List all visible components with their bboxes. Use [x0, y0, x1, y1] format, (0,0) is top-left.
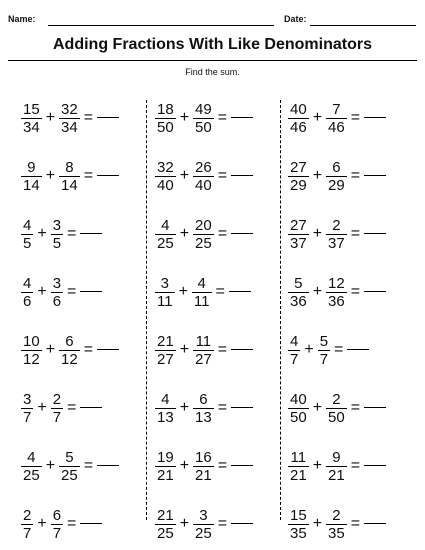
addend-fraction [194, 392, 213, 425]
addend-fraction [327, 102, 346, 135]
equals-sign: = [350, 515, 361, 532]
addend-fraction [327, 450, 346, 483]
equals-sign: = [67, 515, 77, 532]
addend-fraction [289, 276, 308, 309]
denominator: 29 [290, 176, 307, 194]
plus-sign: + [179, 341, 190, 358]
numerator: 2 [23, 506, 32, 524]
addend-fraction [52, 392, 62, 425]
plus-sign: + [312, 399, 323, 416]
plus-sign: + [37, 399, 47, 416]
answer-blank[interactable] [364, 175, 386, 176]
plus-sign: + [179, 225, 190, 242]
equals-sign: = [67, 283, 77, 300]
plus-sign: + [45, 341, 56, 358]
denominator: 21 [290, 466, 307, 484]
denominator: 37 [290, 234, 307, 252]
denominator: 7 [319, 350, 329, 368]
numerator: 9 [332, 448, 341, 466]
answer-blank[interactable] [97, 349, 119, 350]
plus-sign: + [45, 167, 56, 184]
addend-fraction [194, 450, 213, 483]
answer-blank[interactable] [231, 465, 253, 466]
date-label: Date: [284, 14, 307, 24]
numerator: 7 [332, 100, 341, 118]
numerator: 2 [52, 390, 62, 408]
addend-fraction [60, 450, 79, 483]
denominator: 27 [157, 350, 174, 368]
equals-sign: = [350, 225, 361, 242]
fraction-problem [289, 388, 386, 428]
addend-fraction [156, 102, 175, 135]
numerator: 40 [290, 100, 307, 118]
denominator: 27 [195, 350, 212, 368]
numerator: 3 [52, 216, 62, 234]
addend-fraction [289, 334, 299, 367]
numerator: 6 [199, 390, 208, 408]
plus-sign: + [37, 225, 47, 242]
plus-sign: + [312, 225, 323, 242]
addend-fraction [22, 218, 32, 251]
addend-fraction [156, 508, 175, 541]
answer-blank[interactable] [97, 175, 119, 176]
name-label: Name: [8, 14, 36, 24]
denominator: 35 [290, 524, 307, 542]
denominator: 11 [157, 292, 173, 310]
plus-sign: + [179, 167, 190, 184]
addend-fraction [289, 392, 308, 425]
fraction-problem [22, 272, 102, 312]
equals-sign: = [350, 109, 361, 126]
denominator: 35 [328, 524, 345, 542]
denominator: 7 [23, 524, 32, 542]
addend-fraction [52, 218, 62, 251]
fraction-problem [156, 272, 251, 312]
numerator: 20 [195, 216, 212, 234]
addend-fraction [193, 276, 211, 309]
addend-fraction [327, 508, 346, 541]
denominator: 29 [328, 176, 345, 194]
addend-fraction [60, 160, 79, 193]
equals-sign: = [83, 457, 94, 474]
numerator: 4 [161, 390, 170, 408]
plus-sign: + [45, 109, 56, 126]
plus-sign: + [312, 515, 323, 532]
denominator: 46 [328, 118, 345, 136]
denominator: 50 [157, 118, 174, 136]
numerator: 12 [328, 274, 345, 292]
equals-sign: = [350, 283, 361, 300]
column-divider [146, 100, 147, 520]
answer-blank[interactable] [231, 523, 253, 524]
plus-sign: + [179, 399, 190, 416]
denominator: 21 [157, 466, 174, 484]
fraction-problem [156, 156, 253, 196]
answer-blank[interactable] [364, 523, 386, 524]
addend-fraction [327, 160, 346, 193]
numerator: 6 [52, 506, 62, 524]
equals-sign: = [350, 457, 361, 474]
numerator: 19 [157, 448, 174, 466]
plus-sign: + [312, 167, 323, 184]
denominator: 25 [195, 524, 212, 542]
numerator: 21 [157, 332, 174, 350]
addend-fraction [156, 160, 175, 193]
plus-sign: + [179, 109, 190, 126]
denominator: 25 [157, 234, 174, 252]
fraction-problem [22, 446, 119, 486]
denominator: 36 [328, 292, 345, 310]
addend-fraction [156, 218, 175, 251]
answer-blank[interactable] [364, 233, 386, 234]
fraction-problem [289, 98, 386, 138]
fraction-problem [22, 98, 119, 138]
numerator: 5 [65, 448, 74, 466]
addend-fraction [22, 102, 41, 135]
numerator: 4 [27, 448, 36, 466]
answer-blank[interactable] [364, 291, 386, 292]
denominator: 50 [290, 408, 307, 426]
addend-fraction [327, 392, 346, 425]
numerator: 4 [290, 332, 299, 350]
answer-blank[interactable] [231, 233, 253, 234]
denominator: 13 [195, 408, 212, 426]
equals-sign: = [83, 341, 94, 358]
denominator: 25 [157, 524, 174, 542]
numerator: 9 [27, 158, 36, 176]
fraction-problem [289, 330, 369, 370]
numerator: 15 [23, 100, 40, 118]
plus-sign: + [312, 457, 323, 474]
denominator: 50 [328, 408, 345, 426]
numerator: 3 [52, 274, 62, 292]
numerator: 10 [23, 332, 40, 350]
answer-blank[interactable] [231, 349, 253, 350]
addend-fraction [22, 160, 41, 193]
denominator: 21 [195, 466, 212, 484]
addend-fraction [319, 334, 329, 367]
plus-sign: + [178, 283, 188, 300]
date-field[interactable] [310, 25, 416, 26]
denominator: 13 [157, 408, 174, 426]
addend-fraction [194, 334, 213, 367]
equals-sign: = [83, 109, 94, 126]
denominator: 12 [61, 350, 78, 368]
numerator: 11 [195, 332, 212, 350]
answer-blank[interactable] [364, 465, 386, 466]
equals-sign: = [67, 399, 77, 416]
page-title: Adding Fractions With Like Denominators [53, 36, 372, 53]
column-divider [280, 100, 281, 520]
denominator: 6 [23, 292, 32, 310]
numerator: 4 [23, 216, 32, 234]
numerator: 3 [160, 274, 169, 292]
denominator: 7 [52, 408, 62, 426]
answer-blank[interactable] [97, 465, 119, 466]
plus-sign: + [37, 515, 47, 532]
numerator: 2 [332, 216, 341, 234]
addend-fraction [289, 102, 308, 135]
plus-sign: + [312, 109, 323, 126]
equals-sign: = [217, 399, 228, 416]
fraction-problem [156, 504, 253, 544]
fraction-problem [22, 388, 102, 428]
numerator: 27 [290, 216, 307, 234]
fraction-problem [289, 504, 386, 544]
fraction-problem [156, 98, 253, 138]
denominator: 14 [23, 176, 40, 194]
fraction-problem [289, 156, 386, 196]
title-divider [8, 60, 417, 61]
addend-fraction [52, 276, 62, 309]
equals-sign: = [350, 167, 361, 184]
numerator: 21 [157, 506, 174, 524]
numerator: 4 [23, 274, 32, 292]
numerator: 32 [61, 100, 78, 118]
denominator: 34 [23, 118, 40, 136]
denominator: 12 [23, 350, 40, 368]
denominator: 36 [290, 292, 307, 310]
denominator: 34 [61, 118, 78, 136]
numerator: 32 [157, 158, 174, 176]
fraction-problem [156, 446, 253, 486]
answer-blank[interactable] [80, 233, 102, 234]
denominator: 25 [23, 466, 40, 484]
addend-fraction [60, 102, 79, 135]
denominator: 7 [290, 350, 299, 368]
denominator: 14 [61, 176, 78, 194]
numerator: 8 [65, 158, 74, 176]
denominator: 50 [195, 118, 212, 136]
addend-fraction [327, 218, 346, 251]
numerator: 15 [290, 506, 307, 524]
addend-fraction [289, 508, 308, 541]
addend-fraction [194, 102, 213, 135]
numerator: 5 [319, 332, 329, 350]
numerator: 6 [65, 332, 74, 350]
answer-blank[interactable] [80, 407, 102, 408]
numerator: 4 [161, 216, 170, 234]
numerator: 4 [197, 274, 206, 292]
addend-fraction [194, 218, 213, 251]
numerator: 2 [332, 390, 341, 408]
addend-fraction [22, 392, 32, 425]
fraction-problem [156, 330, 253, 370]
addend-fraction [22, 334, 41, 367]
fraction-problem [22, 330, 119, 370]
fraction-problem [156, 388, 253, 428]
numerator: 11 [290, 448, 307, 466]
plus-sign: + [312, 283, 323, 300]
equals-sign: = [215, 283, 225, 300]
denominator: 5 [52, 234, 62, 252]
answer-blank[interactable] [364, 117, 386, 118]
fraction-problem [289, 214, 386, 254]
answer-blank[interactable] [80, 291, 102, 292]
addend-fraction [156, 450, 175, 483]
denominator: 40 [157, 176, 174, 194]
denominator: 7 [52, 524, 62, 542]
denominator: 25 [195, 234, 212, 252]
equals-sign: = [83, 167, 94, 184]
addend-fraction [22, 508, 32, 541]
addend-fraction [156, 392, 175, 425]
instruction-text: Find the sum. [185, 67, 240, 77]
equals-sign: = [217, 167, 228, 184]
denominator: 5 [23, 234, 32, 252]
equals-sign: = [350, 399, 361, 416]
addend-fraction [52, 508, 62, 541]
addend-fraction [289, 450, 308, 483]
equals-sign: = [217, 341, 228, 358]
denominator: 40 [195, 176, 212, 194]
addend-fraction [194, 160, 213, 193]
plus-sign: + [179, 457, 190, 474]
addend-fraction [22, 450, 41, 483]
plus-sign: + [45, 457, 56, 474]
numerator: 3 [199, 506, 208, 524]
numerator: 40 [290, 390, 307, 408]
addend-fraction [22, 276, 32, 309]
numerator: 2 [332, 506, 341, 524]
equals-sign: = [217, 515, 228, 532]
equals-sign: = [67, 225, 77, 242]
numerator: 49 [195, 100, 212, 118]
addend-fraction [156, 334, 175, 367]
answer-blank[interactable] [97, 117, 119, 118]
numerator: 5 [294, 274, 303, 292]
fraction-problem [289, 272, 386, 312]
plus-sign: + [37, 283, 47, 300]
equals-sign: = [334, 341, 344, 358]
answer-blank[interactable] [347, 349, 369, 350]
denominator: 37 [328, 234, 345, 252]
answer-blank[interactable] [364, 407, 386, 408]
addend-fraction [156, 276, 174, 309]
denominator: 11 [193, 292, 210, 310]
answer-blank[interactable] [231, 117, 253, 118]
addend-fraction [289, 218, 308, 251]
addend-fraction [194, 508, 213, 541]
fraction-problem [22, 504, 102, 544]
numerator: 18 [157, 100, 174, 118]
numerator: 6 [332, 158, 341, 176]
plus-sign: + [179, 515, 190, 532]
plus-sign: + [304, 341, 314, 358]
fraction-problem [289, 446, 386, 486]
answer-blank[interactable] [80, 523, 102, 524]
denominator: 46 [290, 118, 307, 136]
denominator: 25 [61, 466, 78, 484]
fraction-problem [22, 156, 119, 196]
addend-fraction [327, 276, 346, 309]
addend-fraction [60, 334, 79, 367]
addend-fraction [289, 160, 308, 193]
answer-blank[interactable] [229, 291, 251, 292]
fraction-problem [22, 214, 102, 254]
fraction-problem [156, 214, 253, 254]
worksheet-header [8, 14, 417, 28]
numerator: 16 [195, 448, 212, 466]
answer-blank[interactable] [231, 407, 253, 408]
denominator: 7 [23, 408, 32, 426]
numerator: 27 [290, 158, 307, 176]
denominator: 21 [328, 466, 345, 484]
denominator: 6 [52, 292, 62, 310]
answer-blank[interactable] [231, 175, 253, 176]
equals-sign: = [217, 457, 228, 474]
numerator: 26 [195, 158, 212, 176]
equals-sign: = [217, 225, 228, 242]
name-field[interactable] [48, 25, 274, 26]
numerator: 3 [23, 390, 32, 408]
equals-sign: = [217, 109, 228, 126]
